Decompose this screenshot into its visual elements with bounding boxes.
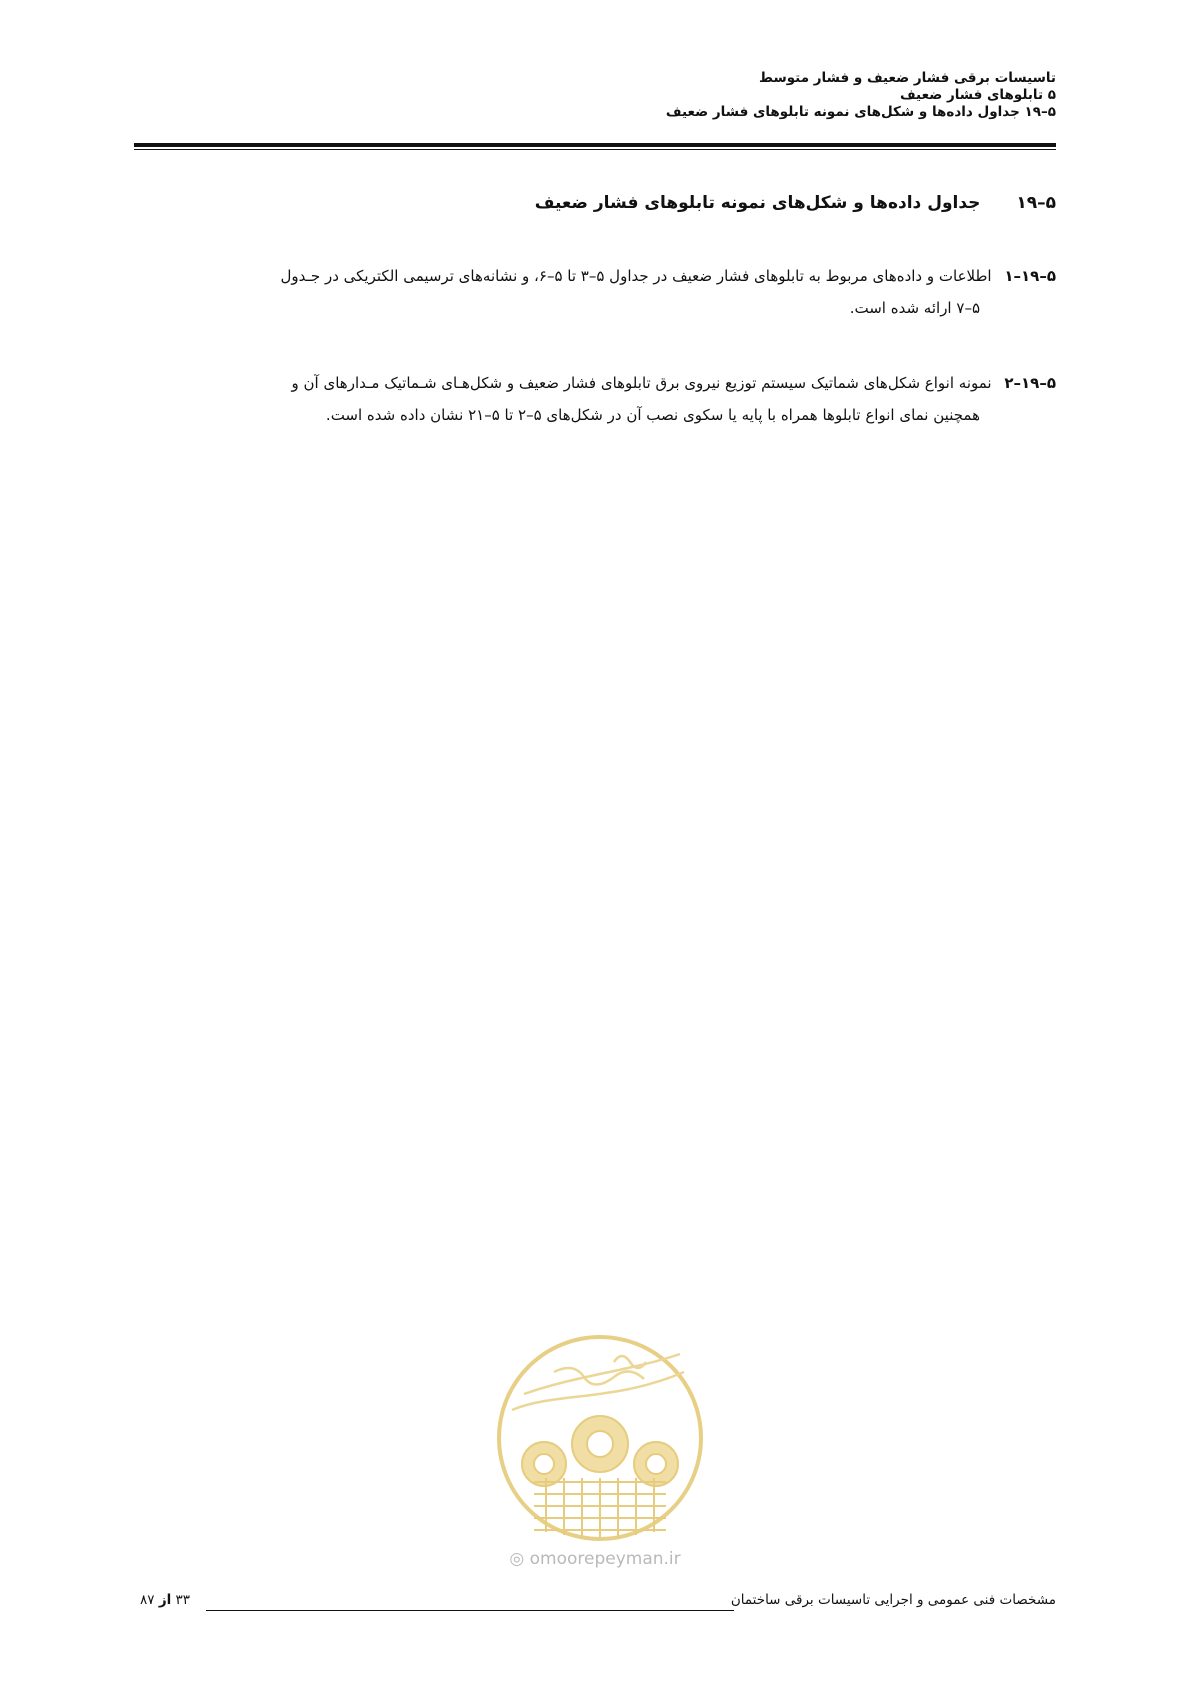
paragraph-2-number: ۵–۱۹–۲ bbox=[1004, 374, 1056, 392]
header-book-title: تاسیسات برقی فشار ضعیف و فشار متوسط bbox=[758, 70, 1056, 86]
section-title-text: جداول داده‌ها و شکل‌های نمونه تابلوهای فشار ضعیف bbox=[534, 193, 981, 213]
paragraph-2 bbox=[134, 367, 1056, 431]
footer-title: مشخصات فنی عمومی و اجرایی تاسیسات برقی ساختمان bbox=[730, 1592, 1056, 1608]
header-section: ۵–۱۹ جداول داده‌ها و شکل‌های نمونه تابلوهای فشار ضعیف bbox=[665, 104, 1056, 120]
paragraph-1-line-1: اطلاعات و داده‌های مربوط به تابلوهای فشار ضعیف در جداول ۵–۳ تا ۵–۶، و نشانه‌های ترسیمی الکتریکی در جـدول bbox=[280, 267, 992, 285]
section-heading bbox=[134, 190, 1056, 216]
page-current: ۳۳ bbox=[175, 1592, 191, 1608]
page-of: از bbox=[158, 1592, 172, 1608]
page-total: ۸۷ bbox=[140, 1592, 155, 1608]
header-divider-thin bbox=[134, 149, 1056, 150]
paragraph-2-line-2: همچنین نمای انواع تابلوها همراه با پایه یا سکوی نصب آن در شکل‌های ۵–۲ تا ۵–۲۱ نشان داده شده است. bbox=[325, 406, 980, 424]
watermark-site bbox=[0, 1549, 1190, 1569]
watermark-logo bbox=[494, 1332, 706, 1544]
paragraph-1-line-2: ۵–۷ ارائه شده است. bbox=[849, 299, 980, 317]
footer-rule bbox=[206, 1610, 734, 1611]
header-divider-thick bbox=[134, 143, 1056, 147]
running-header bbox=[134, 70, 1056, 121]
section-number: ۵–۱۹ bbox=[1016, 193, 1056, 213]
paragraph-1-number: ۵–۱۹–۱ bbox=[1004, 267, 1056, 285]
watermark-site-text: omoorepeyman.ir bbox=[529, 1549, 681, 1569]
header-chapter: ۵ تابلوهای فشار ضعیف bbox=[899, 87, 1056, 103]
paragraph-2-line-1: نمونه انواع شکل‌های شماتیک سیستم توزیع نیروی برق تابلوهای فشار ضعیف و شکل‌هـای شـماتیک مـدارهای آن و bbox=[291, 374, 992, 392]
globe-icon: ◎ bbox=[509, 1549, 525, 1569]
paragraph-1 bbox=[134, 260, 1056, 324]
page-number bbox=[140, 1592, 190, 1608]
